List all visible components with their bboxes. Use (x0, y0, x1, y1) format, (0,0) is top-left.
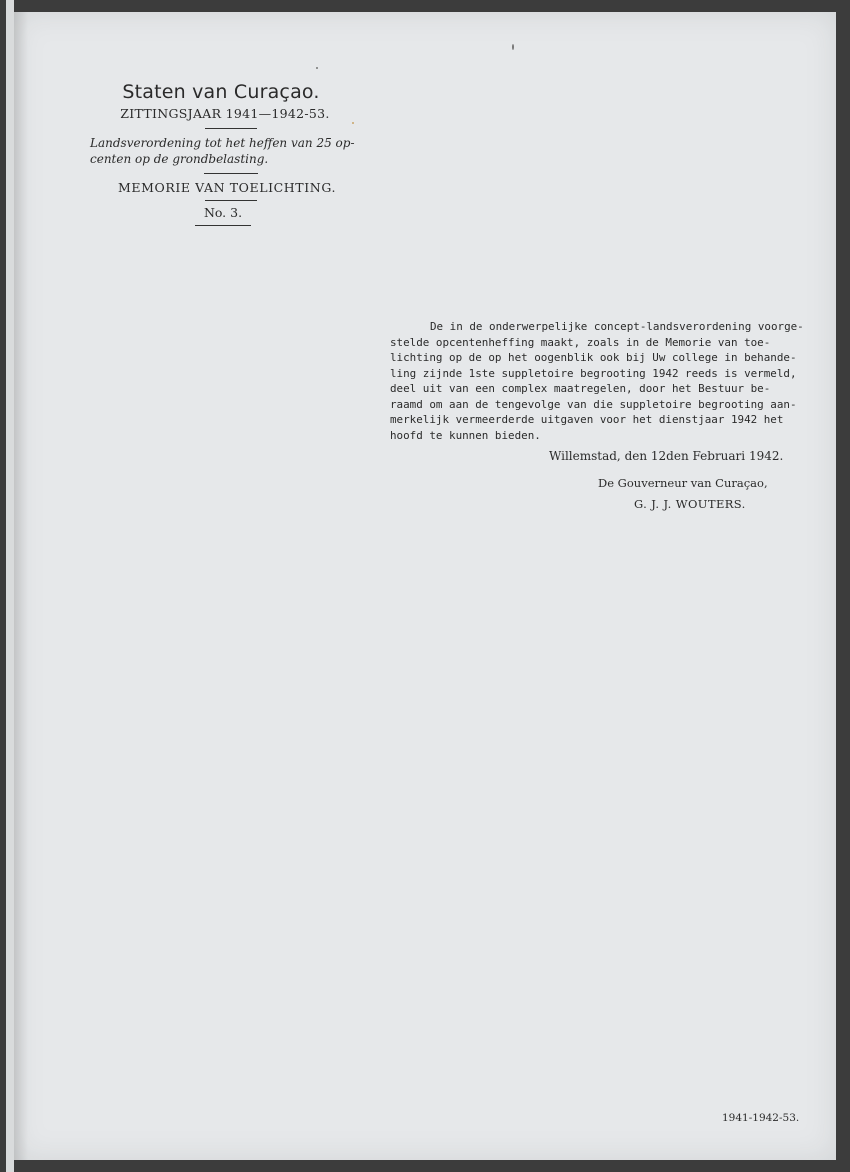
page-left-shadow (14, 12, 28, 1160)
subject-line: centen op de grondbelasting. (90, 152, 269, 166)
document-type: MEMORIE VAN TOELICHTING. (117, 180, 337, 195)
divider (205, 128, 257, 129)
session-year: ZITTINGSJAAR 1941—1942-53. (120, 106, 330, 121)
body-line: ling zijnde 1ste suppletoire begrooting 1942 reeds is vermeld, (390, 366, 797, 380)
body-line: lichting op de op het oogenblik ook bij Uw college in behande- (390, 351, 797, 364)
body-line: merkelijk vermeerderde uitgaven voor het dienstjaar 1942 het (390, 413, 784, 426)
governor-name: G. J. J. WOUTERS. (634, 497, 746, 511)
paper-speck (316, 67, 318, 69)
body-line: hoofd te kunnen bieden. (390, 428, 541, 442)
body-line: deel uit van een complex maatregelen, door het Bestuur be- (390, 382, 771, 395)
subject-line: Landsverordening tot het heffen van 25 op- (90, 136, 355, 150)
page-edge-strip (6, 0, 14, 1172)
footer-document-code: 1941-1942-53. (722, 1112, 800, 1124)
divider (205, 200, 257, 201)
divider (195, 225, 251, 226)
governor-title: De Gouverneur van Curaçao, (598, 476, 768, 490)
body-line: stelde opcentenheffing maakt, zoals in de Memorie van toe- (390, 335, 771, 349)
document-header (76, 80, 386, 226)
body-paragraph (390, 319, 804, 443)
paper-speck (512, 44, 514, 50)
place-and-date: Willemstad, den 12den Februari 1942. (549, 449, 784, 463)
body-line: De in de onderwerpelijke concept-landsverordening voorge- (430, 320, 804, 333)
divider (204, 173, 258, 174)
document-number: No. 3. (203, 205, 243, 220)
page-title: Staten van Curaçao. (122, 81, 320, 103)
body-line: raamd om aan de tengevolge van die suppletoire begrooting aan- (390, 397, 797, 411)
subject-heading (76, 135, 386, 167)
